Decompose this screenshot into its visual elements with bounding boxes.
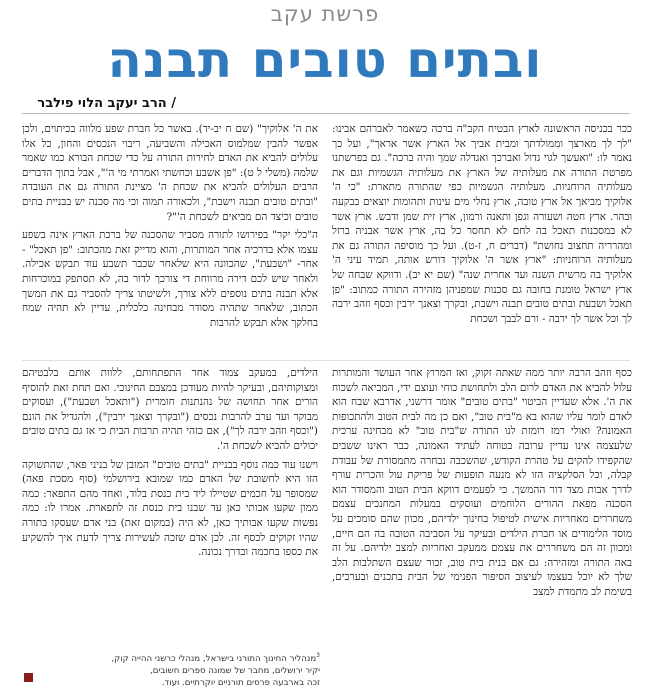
- author-footnote: [30, 650, 320, 689]
- paragraph: כסף וזהב הרבה יותר ממה שאתה זקוק, ואז המרוץ אחר העושר והמותרות עלול להביא את האדם לרום הלב ולתחושת כוחי ועוצם ידי, המביאה לשכוח את ה'. אלא שעדיין הביטוי "בתים טובים" אומר דרשני, אדרבא שבח הוא לאדם לומר עליו שהוא בא מ"בית טוב", ואם כן מה לבית הטוב ולהתכופות האמונה? ואולי רמז רומזת לנו התורה ש"בית טוב" לא מבחינה ערכית שלעצמה אינו עדיין ערובה בטוחה לעתיד האמונה, כבר ראינו ששבים שהקפידו להקים על טהרת הקודש, שהשכבה נבחרה מתמסורת של עבודת קבלה, וכל הסלקציה הזו לא מנעה תופעות של פריקת עול והכרית עורף לדרך אבות מצד דור ההמשך. כי לפעמים דווקא הבית הטוב והמסודר הוא הסכנה מפאת ההורים הלוחמים ועוסקים במעלות המחנכים עצמם משחררים מאחריות אישית לטיפול בחינוך ילדיהם, מכוון שהם סומכים על מוסד הלימודים או חברת הילדים ובעיקר על הסביבה הטובה בה הם חיים, ומכוון זה הם משחררים את עצמם ממעקב ואחריות למצב ילדיהם. על זה באה התורה ומזהירה: גם אם בנית בית טוב, זכור שעצם השתלבות הלב שלך לא יוכל בעצמו לעיצוב הסיפור הפנימי של הבית בתכנים ובערכים, בשימת לב מתמדת למצב: [332, 367, 632, 598]
- paragraph: ה"כלי יקר" בפירושו לתורה מסביר שהסכנה של ברכת הארץ אינה בשפע עצמו אלא בדרכיה אחר המותרות, והוא מדייק זאת מהכתוב: "פן תאכל" -אחר- "ושבעת", שהכוונה היא שלאחר שכבר תשבע עוד תבקש אכילה. ולאחר שיש לכם דירה מרווחת די צורכך לדור בה, לא תסתפק במוכרחות אלא תבנה בתים נוספים ללא צורך, ולשיטתו צריך להסביר גם את המשך הכתוב, שלאחר שתהיה מסודר מבחינה כלכלית, עדיין לא תהיה שמח בחלקך אלא תבקש להרבות: [22, 229, 318, 329]
- article-title: ובתים טובים תבנה: [107, 31, 543, 89]
- section-divider: [22, 360, 630, 361]
- section-kicker: פרשת עקב: [270, 2, 380, 26]
- paragraph: את ה' אלוקיך" (שם ח יב-יד). באשר כל חברת שפע מלווה בכיתוים, ולכן אפשר להבין שמלמוס האכילה והשביעה, ריבוי הנכסים והחון, כל אלו עלולים להביא את האדם לחירות התורה על כדי שכחת הבורא כמו שאמר שלמה (משלי ל ט): "פן אשבע וכחשתי ואמרתי מי ה'", אבל בתוך הדברים הרבים העלולים להביא את שכחת ה' מציינת התורה גם את העובדה "ובתים טובים תבנה וישבת", ולכאורה תמוה וכי מה סכנה יש בבניית בתים טובים וכיצד הם מביאים לשכחת ה'"?: [22, 123, 318, 223]
- paragraph: ככר בכניסה הראשונה לארץ הבטיח הקב"ה ברכה כשאמר לאברהם אבינו: "לך לך מארצך וממולדתך ומבית אביך אל הארץ אשר אראך", ועל כך נאמר לו: "ואעשך לגוי גדול ואברכך ואגדלה שמך והיה ברכה". גם בפרשתנו מפרטת התורה את מעלותיה של הארץ את מעלותיה הגשמיות וגם את מעלותיה הרוחניות. מעלותיה הגשמיות כפי שהתורה מתארת: "כי ה' אלוקיך מביאך אל ארץ טובה, ארץ נחלי מים עינות ותהומות יוצאים בבקעה ובהר. ארץ חטה ושעורה וגפן ותאנה ורמון, ארץ זית שמן ודבש. ארץ אשר לא במסכנות תאכל בה לחם לא תחסר כל בה, ארץ אשר אבניה ברזל ומהרריה תחצוב נחושת" (דברים ח, ז-ט). ועל כך מוסיפה התורה גם את מעלותיה הרוחניות: "ארץ אשר ה' אלוקיך דורש אותה, תמיד עיני ה' אלוקיך בה מרשית השנה ועד אחרית שנה" (שם יא יב). ודווקא שבחה של ארץ ישראל טומנת בחובה גם סכנות שמפניהן מזהירה התורה כמתוב: "פן תאכל ושבעת ובתים טובים תבנה וישבת, ובקרך וצאנך ירבין וכסף וזהב ירבה לך וכל אשר לך ירבה - ורם לבבך ושכחת: [332, 123, 632, 325]
- footnote-line: יקיר ירושלים, מחבר של שמונה ספרים חשובים,: [150, 665, 320, 676]
- header-rule: [22, 113, 630, 114]
- paragraph: הילדים, במעקב צמוד אחר התפתחותם, ללוות אותם בלבטיהם ומצוקותיהם, ובעיקר להיות מעודכן במצבם החינוכי. ואם תחת זאת להוסיף הורים אחר תחושה של נהנתנות חומרית ("ותאכל ושבעת"), ועסוקים מבוקר ועד ערב להרבות נכסים ("ובקרך וצאנך ירבין"), ולהגדיל את הונם ("וכסף וזהב ירבה לך"), אם כזהי תהיה תרבות הבית כי אז גם בתים טובים יכולים להביא לשכחת ה'.: [22, 367, 318, 452]
- paragraph: וישנו עוד כמה נוסף בבניית "בתים טובים" המובן של בניני פאר, שהתשוקה הזו היא לחשובת של האדם כמו שמובא בירושלמי (סוף מסכת פאה) שמסופר על חכמים שטיילו ליד בית כנסת בלוד, ואחד מהם התפאר: כמה ממון שקעו אבותי כאן עד שבנו בית כנסת זה לתפארת. אמרו לו: כמה נפשות שקעו אבותיך כאן, לא היה (במקום זאת) בני אדם שעסקו בתורה שהיו זקוקים לכסף זה. לכן אדם שזכה לעשירות צריך לדעת איך להשקיע את כספו בחכמה ובדרך נכונה.: [22, 458, 318, 559]
- author-byline: / הרב יעקב הלוי פילבר: [37, 96, 176, 111]
- column-top-right: [332, 122, 632, 354]
- column-top-left: [22, 122, 318, 354]
- footnote-line: זכה בארבעה פרסים תורניים יוקרתיים. ועוד.: [161, 677, 320, 688]
- footnote-marker: 3: [316, 652, 320, 659]
- footnote-line: $^3$מנהליר החינוך התורני בישראל, מנהלי כרשני ההייה קוק,: [111, 652, 320, 664]
- column-bottom-left: [22, 366, 318, 600]
- end-of-article-mark: [24, 673, 33, 682]
- column-bottom-right: [332, 366, 632, 684]
